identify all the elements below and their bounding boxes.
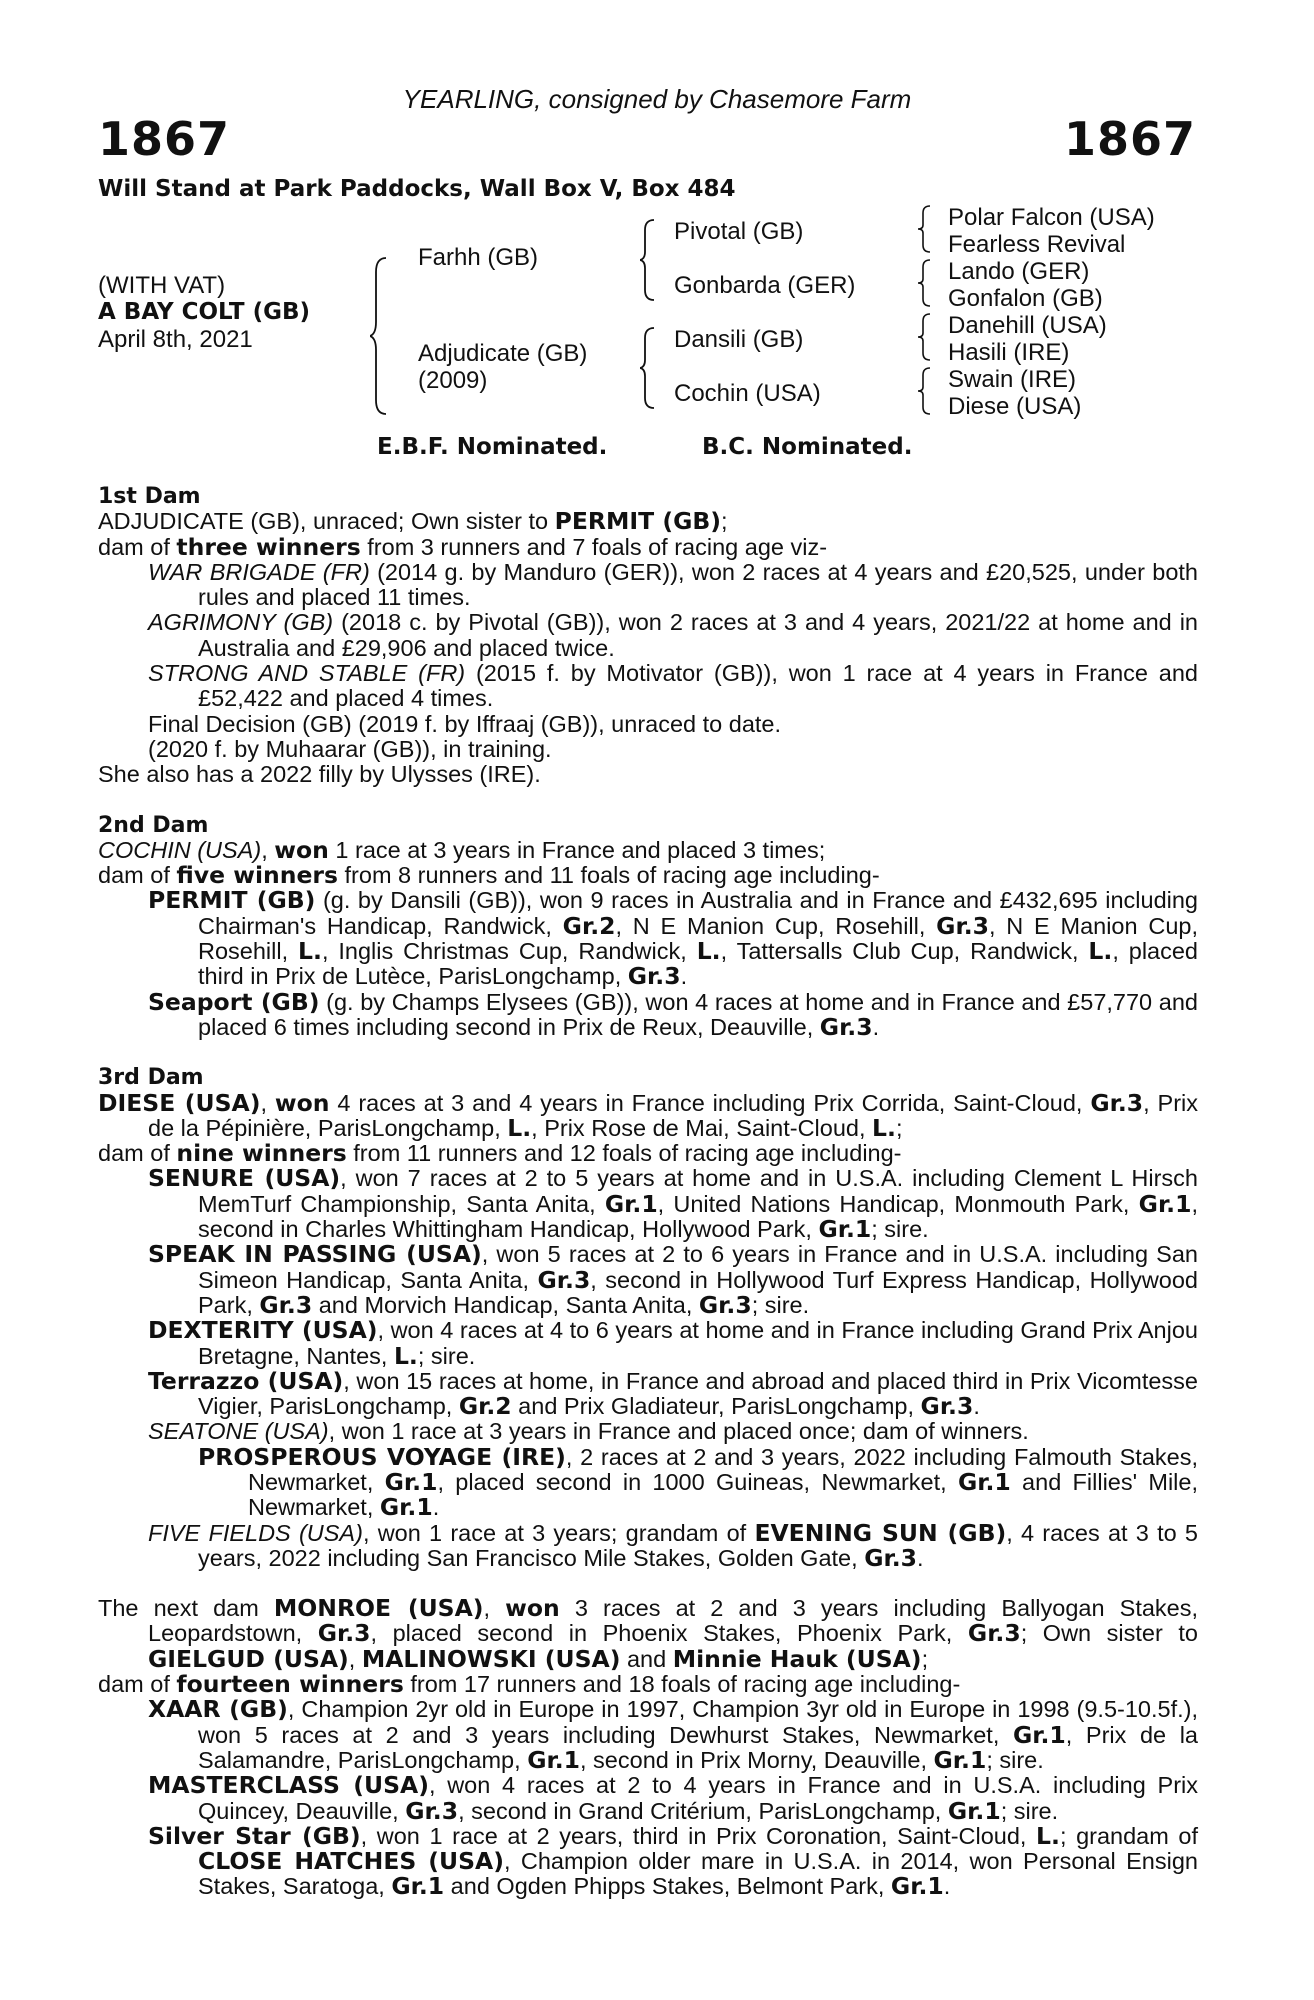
next-dam-line: The next dam MONROE (USA), won 3 races at 2 and 3 years including Ballyogan Stakes, Leopardstown, Gr.3, placed second in Phoenix Stakes, Phoenix Park, Gr.3; Own sister to GIELGUD (USA), MALINOWSKI (USA) and Minnie Hauk (USA); — [98, 1594, 1199, 1673]
gen3-5: Danehill (USA) — [948, 312, 1107, 339]
sire-parents-brace — [640, 218, 656, 302]
produce-entry: PERMIT (GB) (g. by Dansili (GB)), won 9 races in Australia and in France and £432,695 including Chairman's Handicap, Randwick, Gr.2, N E Manion Cup, Rosehill, Gr.3, N E Manion Cup, Rosehill, L., Inglis Christmas Cup, Randwick, L., Tattersalls Club Cup, Randwick, L., placed third in Prix de Lutèce, ParisLongchamp, Gr.3. — [148, 886, 1199, 991]
third-dam-section — [98, 1065, 1198, 1571]
vat-note: (WITH VAT) — [98, 272, 226, 299]
gen3-1: Polar Falcon (USA) — [948, 204, 1155, 231]
dam-name: Adjudicate (GB) — [418, 340, 588, 367]
horse-name: A BAY COLT (GB) — [98, 299, 311, 325]
gen3-8: Diese (USA) — [948, 393, 1082, 420]
produce-entry: Seaport (GB) (g. by Champs Elysees (GB)), won 4 races at home and in France and £57,770 and placed 6 times including second in Prix de Reux, Deauville, Gr.3. — [148, 987, 1198, 1041]
produce-entry: SENURE (USA), won 7 races at 2 to 5 years at home and in U.S.A. including Clement L Hirsch MemTurf Championship, Santa Anita, Gr.1, United Nations Handicap, Monmouth Park, Gr.1, second in Charles Whittingham Handicap, Hollywood Park, Gr.1; sire. — [148, 1164, 1199, 1244]
next-dam-section — [98, 1596, 1198, 1900]
gen3-3: Lando (GER) — [948, 258, 1090, 285]
gen3-brace-1 — [918, 204, 932, 254]
produce-entry: MASTERCLASS (USA), won 4 races at 2 to 4 years in France and in U.S.A. including Prix Quincey, Deauville, Gr.3, second in Grand Critérium, ParisLongchamp, Gr.1; sire. — [148, 1771, 1198, 1825]
produce-record — [98, 484, 1198, 1925]
produce-entry: STRONG AND STABLE (FR) (2015 f. by Motivator (GB)), won 1 race at 4 years in France and £52,422 and placed 4 times. — [148, 660, 1198, 712]
second-dam-line: COCHIN (USA), won 1 race at 3 years in France and placed 3 times; — [98, 835, 826, 864]
stable-location: Will Stand at Park Paddocks, Wall Box V, Box 484 — [98, 176, 736, 202]
second-dam-produce-summary: dam of five winners from 8 runners and 11 foals of racing age including- — [98, 861, 880, 890]
sire-dam-brace — [370, 256, 390, 416]
granddam-maternal: Cochin (USA) — [674, 380, 821, 407]
first-dam-heading: 1st Dam — [98, 484, 201, 509]
gen3-brace-4 — [918, 366, 932, 416]
third-dam-heading: 3rd Dam — [98, 1065, 204, 1091]
produce-note: She also has a 2022 filly by Ulysses (IRE). — [98, 761, 541, 788]
produce-entry: SPEAK IN PASSING (USA), won 5 races at 2 to 6 years in France and in U.S.A. including San Simeon Handicap, Santa Anita, Gr.3, second in Hollywood Turf Express Handicap, Hollywood Park, Gr.3 and Morvich Handicap, Santa Anita, Gr.3; sire. — [148, 1240, 1198, 1319]
gen3-brace-2 — [918, 258, 932, 308]
lot-number-right: 1867 — [1063, 112, 1196, 166]
gen3-brace-3 — [918, 312, 932, 362]
first-dam-line: ADJUDICATE (GB), unraced; Own sister to PERMIT (GB); — [98, 507, 728, 536]
third-dam-line: DIESE (USA), won 4 races at 3 and 4 years in France including Prix Corrida, Saint-Cloud, Gr.3, Prix de la Pépinière, ParisLongchamp, L., Prix Rose de Mai, Saint-Cloud, L.; — [98, 1088, 1199, 1142]
bc-nomination: B.C. Nominated. — [702, 434, 913, 460]
granddam-paternal: Gonbarda (GER) — [674, 272, 856, 299]
first-dam-section — [98, 484, 1198, 788]
gen3-7: Swain (IRE) — [948, 366, 1077, 393]
sire-name: Farhh (GB) — [418, 244, 539, 271]
produce-entry: AGRIMONY (GB) (2018 c. by Pivotal (GB)), won 2 races at 3 and 4 years, 2021/22 at home and in Australia and £29,906 and placed twice. — [148, 609, 1198, 661]
gen3-6: Hasili (IRE) — [948, 339, 1070, 366]
produce-entry: Terrazzo (USA), won 15 races at home, in France and abroad and placed third in Prix Vicomtesse Vigier, ParisLongchamp, Gr.2 and Prix Gladiateur, ParisLongchamp, Gr.3. — [148, 1366, 1198, 1421]
produce-entry: Final Decision (GB) (2019 f. by Iffraaj (GB)), unraced to date. — [148, 710, 782, 737]
grandsire-paternal: Pivotal (GB) — [674, 218, 804, 245]
dam-year: (2009) — [418, 367, 488, 394]
next-dam-produce-summary: dam of fourteen winners from 17 runners and 18 foals of racing age including- — [98, 1670, 961, 1699]
gen3-2: Fearless Revival — [948, 231, 1126, 258]
produce-entry: (2020 f. by Muhaarar (GB)), in training. — [148, 735, 552, 762]
ebf-nomination: E.B.F. Nominated. — [377, 434, 608, 460]
produce-entry: XAAR (GB), Champion 2yr old in Europe in 1997, Champion 3yr old in Europe in 1998 (9.5-10.5f.), won 5 races at 2 and 3 years including Dewhurst Stakes, Newmarket, Gr.1, Prix de la Salamandre, ParisLongchamp, Gr.1, second in Prix Morny, Deauville, Gr.1; sire. — [148, 1695, 1199, 1774]
second-dam-heading: 2nd Dam — [98, 812, 209, 838]
produce-entry: SEATONE (USA), won 1 race at 3 years in France and placed once; dam of winners. — [148, 1418, 1029, 1445]
produce-entry: WAR BRIGADE (FR) (2014 g. by Manduro (GER)), won 2 races at 4 years and £20,525, under both rules and placed 11 times. — [148, 558, 1198, 611]
first-dam-produce-summary: dam of three winners from 3 runners and 7 foals of racing age viz- — [98, 532, 828, 561]
produce-entry: Silver Star (GB), won 1 race at 2 years, third in Prix Coronation, Saint-Cloud, L.; grandam of CLOSE HATCHES (USA), Champion older mare in U.S.A. in 2014, won Personal Ensign Stakes, Saratoga, Gr.1 and Ogden Phipps Stakes, Belmont Park, Gr.1. — [148, 1821, 1198, 1901]
produce-entry: FIVE FIELDS (USA), won 1 race at 3 years; grandam of EVENING SUN (GB), 4 races at 3 to 5 years, 2022 including San Francisco Mile Stakes, Golden Gate, Gr.3. — [148, 1518, 1198, 1572]
dam-parents-brace — [640, 326, 656, 410]
third-dam-produce-summary: dam of nine winners from 11 runners and 12 foals of racing age including- — [98, 1139, 902, 1168]
grandsire-maternal: Dansili (GB) — [674, 326, 804, 353]
consignor-line: YEARLING, consigned by Chasemore Farm — [402, 84, 912, 114]
gen3-4: Gonfalon (GB) — [948, 285, 1103, 312]
lot-number-left: 1867 — [98, 112, 231, 166]
second-dam-section — [98, 813, 1198, 1041]
foaling-date: April 8th, 2021 — [98, 326, 253, 353]
grandproduce-entry: PROSPEROUS VOYAGE (IRE), 2 races at 2 and 3 years, 2022 including Falmouth Stakes, Newmarket, Gr.1, placed second in 1000 Guineas, Newmarket, Gr.1 and Fillies' Mile, Newmarket, Gr.1. — [198, 1442, 1198, 1522]
produce-entry: DEXTERITY (USA), won 4 races at 4 to 6 years at home and in France including Grand Prix Anjou Bretagne, Nantes, L.; sire. — [148, 1316, 1198, 1370]
